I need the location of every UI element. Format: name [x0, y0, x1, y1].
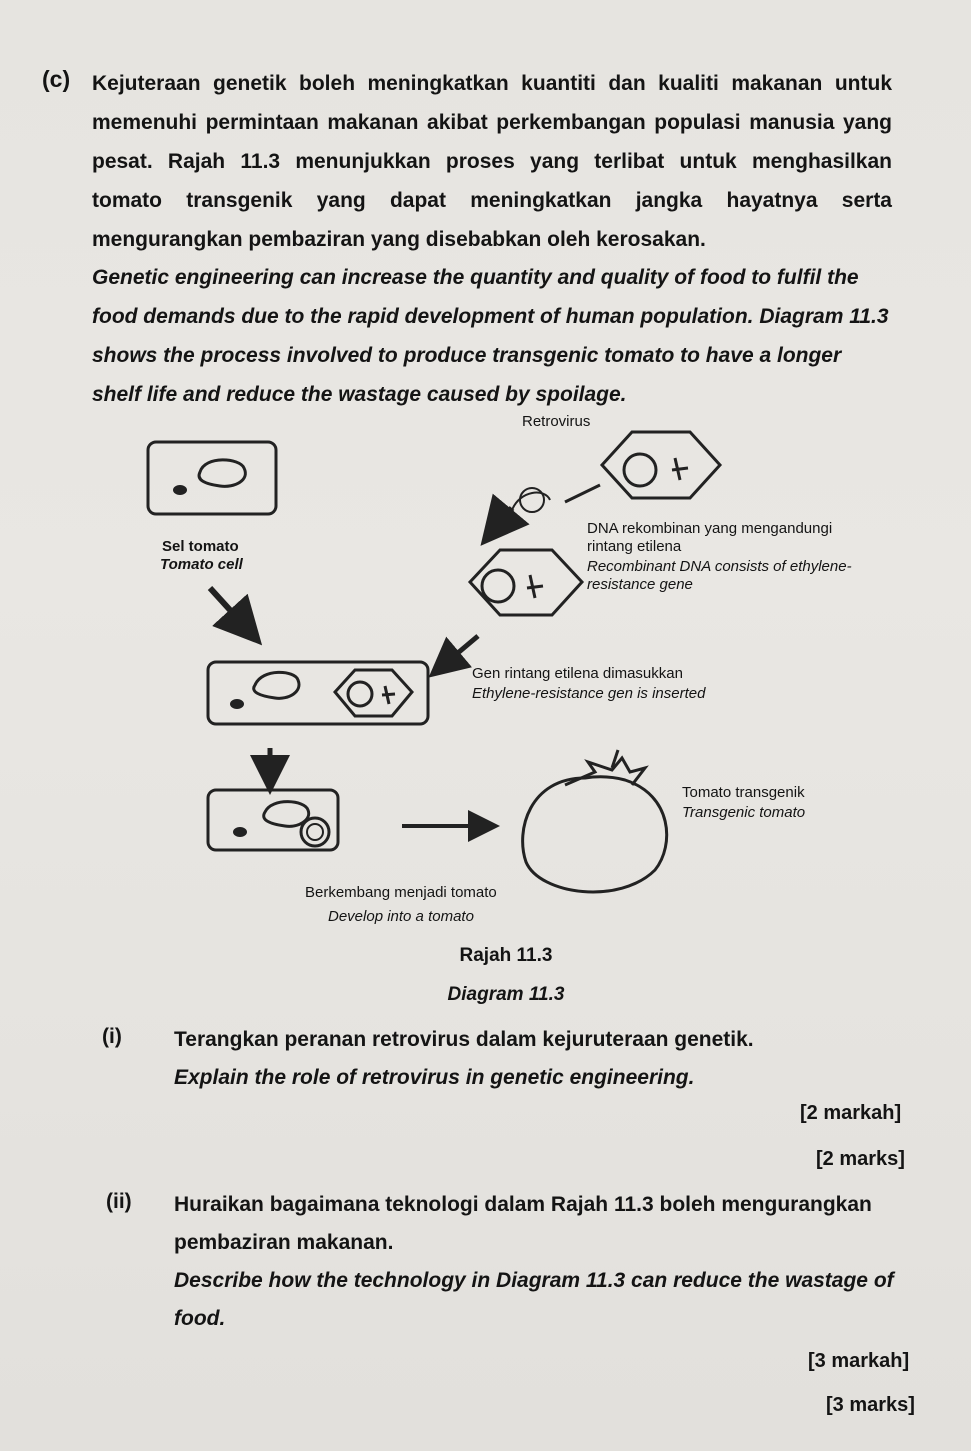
inserted-label-english: Ethylene-resistance gen is inserted [472, 685, 706, 702]
transgenic-label-malay: Tomato transgenik [682, 784, 805, 801]
subq-1-malay: Terangkan peranan retrovirus dalam kejuruteraan genetik. [174, 1028, 754, 1051]
arrow-cell-to-insertion [210, 588, 250, 632]
retrovirus-label: Retrovirus [522, 413, 591, 430]
tomato-cell-2 [208, 662, 428, 724]
subq-1-english: Explain the role of retrovirus in genetic engineering. [174, 1066, 695, 1089]
subq-2-label: (ii) [106, 1190, 132, 1213]
caption-english: Diagram 11.3 [447, 984, 565, 1005]
recombinant-dna-icon [470, 550, 582, 615]
subq-1-marks-malay: [2 markah] [800, 1102, 902, 1124]
subq-2-marks-english: [3 marks] [826, 1394, 915, 1416]
english-intro: Genetic engineering can increase the quantity and quality of food to fulfil the food demands due to the rapid development of human population. Diagram 11.3 shows the process involved to produce transgenic tomato to have a longer shelf life and reduce the wastage caused by spoilage. [92, 266, 889, 406]
subq-2-english: Describe how the technology in Diagram 11.3 can reduce the wastage of food. [174, 1269, 894, 1330]
malay-intro: Kejuteraan genetik boleh meningkatkan kuantiti dan kualiti makanan untuk memenuhi permintaan makanan akibat perkembangan populasi manusia yang pesat. Rajah 11.3 menunjukkan proses yang terlibat untuk menghasilkan tomato transgenik yang dapat meningkatkan jangka hayatnya serta mengurangkan pembaziran yang disebabkan oleh kerosakan. [92, 72, 892, 251]
transgenic-label-english: Transgenic tomato [682, 804, 806, 821]
tomato-cell-3 [208, 790, 338, 850]
recombinant-label-english: Recombinant DNA consists of ethylene-resistance gene [587, 558, 852, 593]
tomato-cell-1 [148, 442, 276, 514]
subq-2-malay: Huraikan bagaimana teknologi dalam Rajah 11.3 boleh mengurangkan pembaziran makanan. [174, 1193, 872, 1254]
develop-label-english: Develop into a tomato [328, 908, 474, 925]
arrow-recombinant-to-cell [440, 636, 478, 668]
develop-label-malay: Berkembang menjadi tomato [305, 884, 497, 901]
subq-1-label: (i) [102, 1025, 122, 1048]
subq-1-marks-english: [2 marks] [816, 1148, 905, 1170]
subq-2-marks-malay: [3 markah] [808, 1350, 910, 1372]
retrovirus-pointer [565, 485, 600, 502]
inserted-label-malay: Gen rintang etilena dimasukkan [472, 665, 683, 682]
part-label: (c) [42, 66, 71, 92]
recombinant-label-malay: DNA rekombinan yang mengandungi rintang etilena [587, 520, 833, 555]
tomato-cell-label-english: Tomato cell [160, 556, 243, 573]
retrovirus-icon [602, 432, 720, 498]
caption-malay: Rajah 11.3 [459, 945, 553, 966]
tomato-cell-label-malay: Sel tomato [162, 538, 239, 555]
dna-fragment-icon [512, 488, 550, 512]
arrow-retrovirus-down [492, 508, 512, 532]
transgenic-tomato-icon [523, 750, 667, 892]
